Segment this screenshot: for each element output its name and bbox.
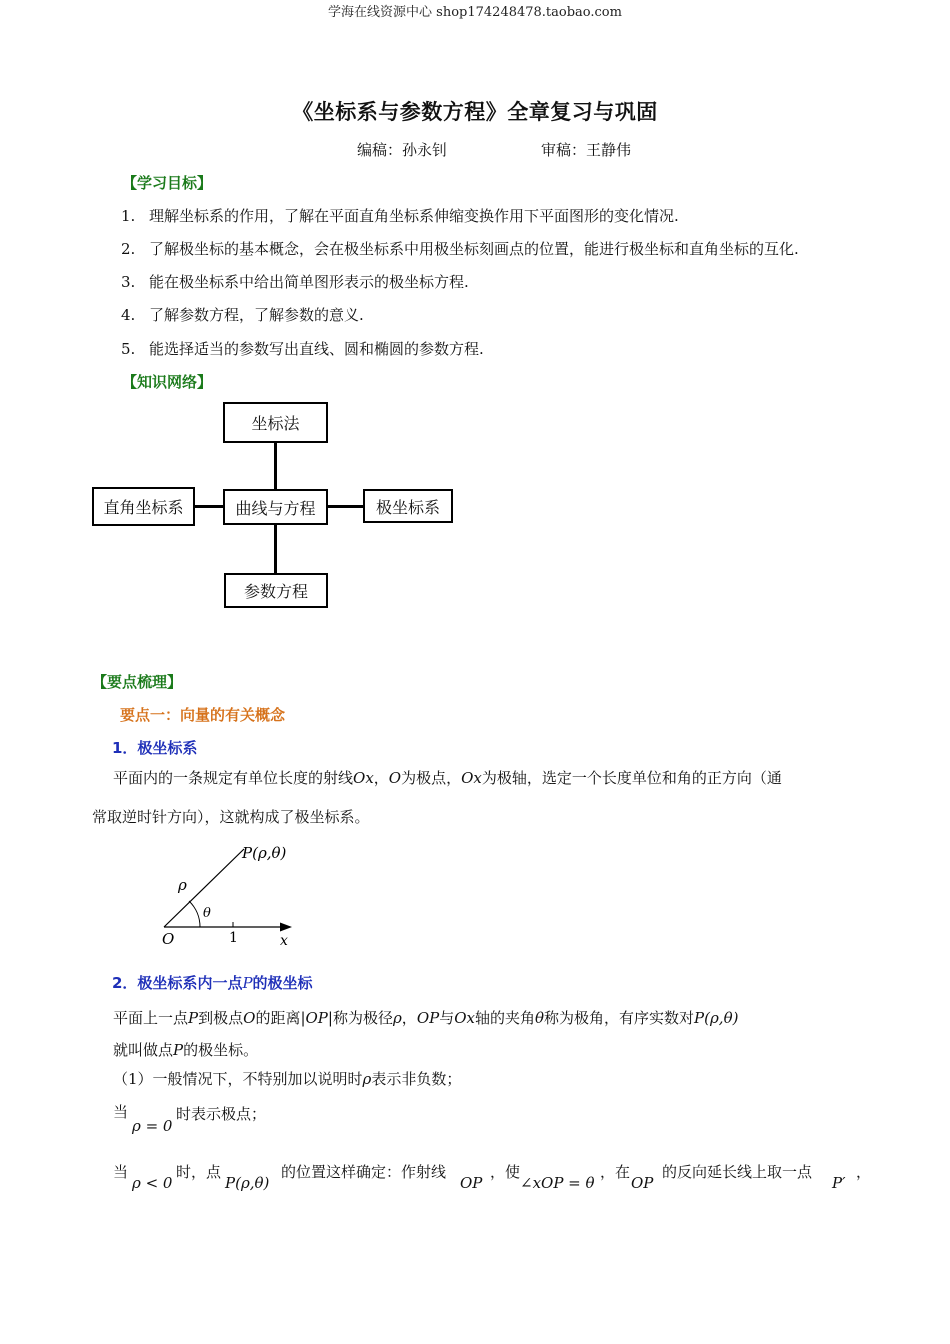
rho-negative-text: ，在 — [600, 1163, 631, 1181]
math-p: P — [173, 1041, 184, 1059]
text: 平面上一点 — [113, 1009, 189, 1027]
text: 的极坐标。 — [183, 1041, 259, 1059]
rho-zero-condition — [132, 1115, 172, 1137]
objective-text: 理解坐标系的作用，了解在平面直角坐标系伸缩变换作用下平面图形的变化情况. — [149, 207, 679, 225]
text: （1）一般情况下，不特别加以说明时 — [113, 1070, 363, 1088]
text: ， — [373, 769, 389, 787]
objective-number: 2. — [121, 240, 136, 258]
math-theta: θ — [535, 1009, 545, 1027]
rho-negative-op — [460, 1172, 482, 1194]
keypoints-heading: 【要点梳理】 — [92, 673, 183, 691]
rho-negative-op2 — [631, 1172, 653, 1194]
text: 2．极坐标系内一点 — [112, 974, 243, 992]
objectives-heading: 【学习目标】 — [122, 174, 213, 192]
connector-bottom — [274, 524, 277, 576]
unit-label: 1 — [229, 930, 238, 946]
text: 称为极径 — [332, 1009, 393, 1027]
math-ox: Ox — [353, 769, 374, 787]
math-op: OP — [631, 1174, 654, 1192]
polar-coordinate-figure — [158, 838, 308, 950]
polar-coords-line1 — [113, 1007, 738, 1029]
rho-negative-text: ，使 — [490, 1163, 521, 1181]
math-point: P(ρ,θ) — [225, 1174, 270, 1192]
node-curve-equation: 曲线与方程 — [223, 489, 328, 525]
polar-coords-note1 — [113, 1068, 461, 1090]
objective-number: 4. — [121, 306, 136, 324]
math-p: P — [242, 974, 253, 992]
math-op-abs: |OP| — [300, 1009, 333, 1027]
objective-number: 1. — [121, 207, 136, 225]
rho-negative-prefix: 当 — [113, 1163, 129, 1181]
math-op: OP — [416, 1009, 440, 1027]
text: ， — [401, 1009, 417, 1027]
math-rho: ρ — [362, 1070, 372, 1088]
text: 到极点 — [198, 1009, 244, 1027]
rho-negative-text: 的反向延长线上取一点 — [662, 1163, 813, 1181]
polar-definition-line2: 常取逆时针方向），这就构成了极坐标系。 — [92, 808, 370, 826]
objective-item — [121, 271, 469, 292]
polar-definition-line1 — [113, 767, 782, 789]
text: 的距离 — [255, 1009, 301, 1027]
network-heading: 【知识网络】 — [122, 373, 213, 391]
objective-item — [121, 304, 364, 325]
rho-negative-angle — [520, 1172, 595, 1194]
rho-negative-text: 的位置这样确定：作射线 — [281, 1163, 447, 1181]
rho-zero-suffix: 时表示极点； — [176, 1105, 267, 1123]
objective-text: 能在极坐标系中给出简单图形表示的极坐标方程. — [149, 273, 469, 291]
rho-label: ρ — [178, 876, 187, 894]
math-angle: ∠xOP = θ — [520, 1174, 595, 1192]
rho-negative-text: 时，点 — [176, 1163, 222, 1181]
text: 为极点， — [401, 769, 462, 787]
x-axis-label: x — [280, 933, 288, 949]
math-condition: ρ < 0 — [132, 1174, 173, 1192]
rho-negative-condition — [132, 1172, 172, 1194]
rho-zero-prefix: 当 — [113, 1103, 129, 1121]
connector-left — [194, 505, 224, 508]
editor-credit: 编稿：孙永钊 — [357, 141, 448, 159]
rho-negative-text: ， — [856, 1163, 872, 1181]
text: 的极坐标 — [252, 974, 313, 992]
text: 轴的夹角 — [474, 1009, 535, 1027]
math-op: OP — [460, 1174, 483, 1192]
math-ox: Ox — [461, 769, 482, 787]
subsection-polar-system: 1．极坐标系 — [112, 739, 198, 757]
objective-text: 了解极坐标的基本概念，会在极坐标系中用极坐标刻画点的位置，能进行极坐标和直角坐标的互化. — [149, 240, 799, 258]
node-polar-system: 极坐标系 — [363, 489, 453, 523]
objective-text: 能选择适当的参数写出直线、圆和椭圆的参数方程. — [149, 340, 484, 358]
node-coordinate-method: 坐标法 — [223, 402, 328, 443]
objective-number: 5. — [121, 340, 136, 358]
math-p: P — [188, 1009, 199, 1027]
text: 为极轴，选定一个长度单位和角的正方向（通 — [481, 769, 782, 787]
connector-top — [274, 442, 277, 492]
math-pprime: P′ — [832, 1174, 846, 1192]
math-o: O — [388, 769, 402, 787]
node-cartesian-system: 直角坐标系 — [92, 487, 195, 526]
point-label: P(ρ,θ) — [242, 844, 287, 862]
objective-number: 3. — [121, 273, 136, 291]
objective-item — [121, 205, 679, 226]
text: 平面内的一条规定有单位长度的射线 — [113, 769, 354, 787]
text: 称为极角，有序实数对 — [544, 1009, 695, 1027]
objective-item — [121, 338, 484, 359]
rho-negative-pprime — [832, 1172, 846, 1194]
objective-text: 了解参数方程，了解参数的意义. — [149, 306, 364, 324]
math-o: O — [243, 1009, 256, 1027]
polar-coords-line2 — [113, 1039, 258, 1061]
math-condition: ρ = 0 — [132, 1117, 173, 1135]
rho-negative-point — [225, 1172, 269, 1194]
text: 与 — [439, 1009, 455, 1027]
math-ox: Ox — [454, 1009, 475, 1027]
page-title: 《坐标系与参数方程》全章复习与巩固 — [292, 100, 658, 124]
theta-label: θ — [203, 906, 211, 921]
text: 就叫做点 — [113, 1041, 174, 1059]
subsection-polar-coords-of-point — [112, 972, 313, 993]
math-rho: ρ — [392, 1009, 402, 1027]
header-note: 学海在线资源中心 shop174248478.taobao.com — [328, 5, 622, 20]
objective-item — [121, 238, 799, 259]
math-pair: P(ρ,θ) — [694, 1009, 739, 1027]
angle-arc — [189, 901, 200, 927]
point-one-heading: 要点一：向量的有关概念 — [120, 706, 286, 724]
connector-right — [327, 505, 364, 508]
origin-label: O — [162, 930, 175, 948]
reviewer-credit: 审稿：王静伟 — [541, 141, 632, 159]
axis-arrow-icon — [280, 923, 292, 932]
text: 表示非负数； — [371, 1070, 462, 1088]
node-parametric-equation: 参数方程 — [224, 573, 328, 608]
